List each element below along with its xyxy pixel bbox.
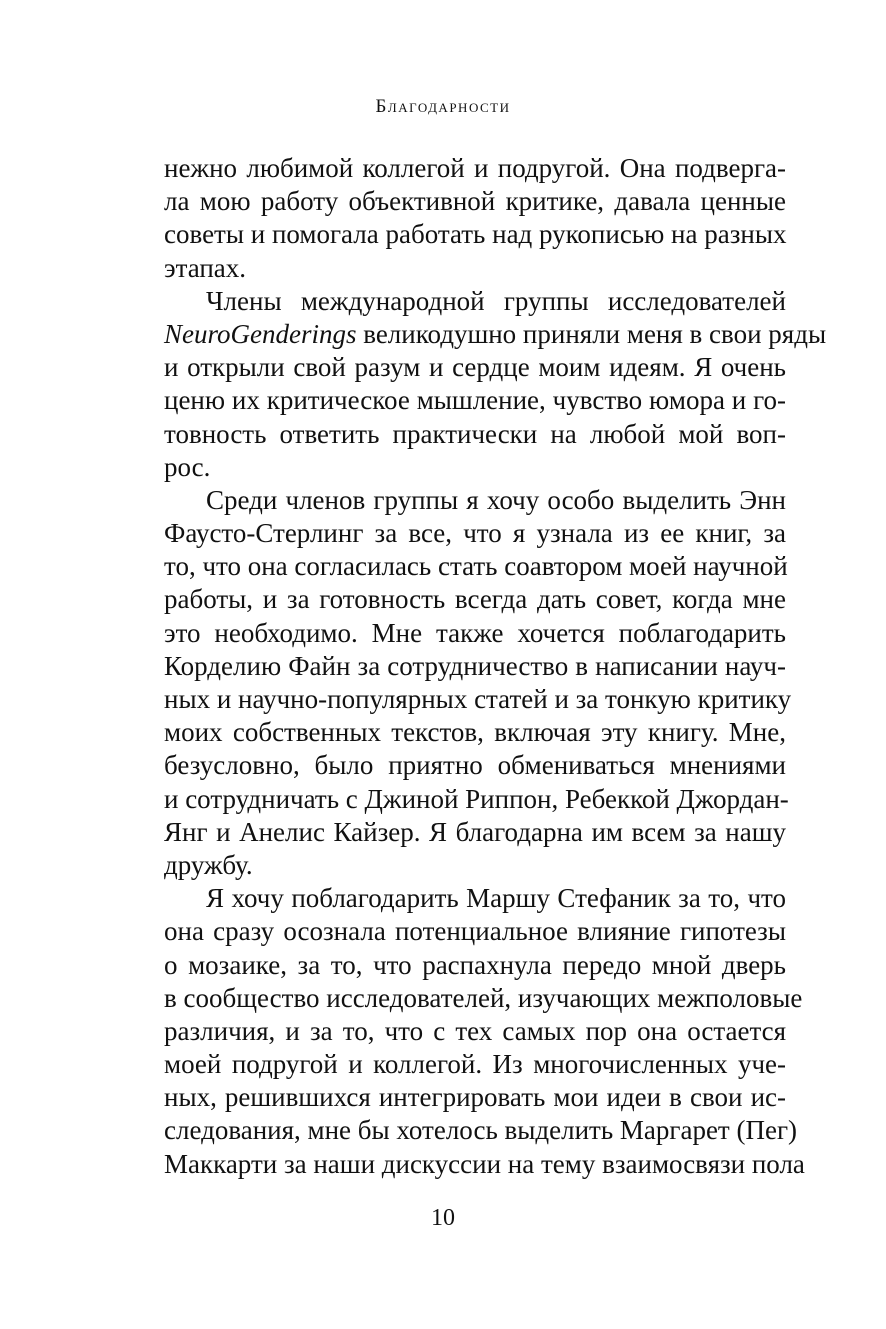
text-line: Среди членов группы я хочу особо выделить Энн (206, 484, 786, 515)
text-line: Фаусто-Стерлинг за все, что я узнала из ее книг, за (164, 518, 786, 549)
paragraph (164, 152, 786, 285)
text-line: ценю их критическое мышление, чувство юмора и го- (164, 385, 786, 416)
text-line: это необходимо. Мне также хочется поблагодарить (164, 617, 786, 648)
text-line: в сообщество исследователей, изучающих межполовые (164, 982, 803, 1013)
text-line: следования, мне бы хотелось выделить Маргарет (Пег) (164, 1115, 798, 1146)
text-line: и сотрудничать с Джиной Риппон, Ребеккой Джордан- (164, 783, 789, 814)
text-line: Я хочу поблагодарить Маршу Стефаник за то, что (206, 883, 786, 914)
text-line (164, 318, 827, 351)
text-line: советы и помогала работать над рукописью на разных (164, 219, 787, 250)
paragraph (164, 882, 805, 1181)
text-line: она сразу осознала потенциальное влияние гипотезы (164, 916, 786, 947)
body-text (164, 152, 827, 1181)
text-line: товность ответить практически на любой мой воп- (164, 418, 786, 449)
text-line: этапах. (164, 252, 247, 283)
text-line: ных и научно-популярных статей и за тонкую критику (164, 684, 792, 714)
text-line: Маккарти за наши дискуссии на тему взаимосвязи пола (164, 1148, 805, 1179)
text-line: Корделию Файн за сотрудничество в написании науч- (164, 650, 786, 681)
text-line: работы, и за готовность всегда дать совет, когда мне (164, 584, 786, 615)
text-line: то, что она согласилась стать соавтором моей научной (164, 551, 788, 582)
running-head: Благодарности (375, 96, 511, 117)
text-line: Члены международной группы исследователей (206, 285, 786, 316)
text-line: о мозаике, за то, что распахнула передо мной дверь (164, 949, 786, 980)
text-line: безусловно, было приятно обмениваться мнениями (164, 750, 786, 781)
text-line: различия, и за то, что с тех самых пор она остается (164, 1015, 786, 1046)
text-line: дружбу. (164, 849, 253, 880)
text-line-rest: великодушно приняли меня в свои ряды (363, 318, 827, 349)
text-line: Янг и Анелис Кайзер. Я благодарна им всем за нашу (164, 816, 786, 847)
italic-term: NeuroGenderings (164, 318, 357, 349)
paragraph (164, 285, 827, 484)
page-number: 10 (431, 1205, 455, 1231)
text-line: рос. (164, 451, 211, 482)
text-line: моих собственных текстов, включая эту книгу. Мне, (164, 717, 786, 748)
text-line: ла мою работу объективной критике, давала ценные (164, 186, 786, 217)
text-line: и открыли свой разум и сердце моим идеям. Я очень (164, 352, 786, 383)
paragraph (164, 484, 792, 882)
text-line: ных, решившихся интегрировать мои идеи в свои ис- (164, 1082, 786, 1113)
text-line: нежно любимой коллегой и подругой. Она подверга- (164, 153, 786, 183)
text-line: моей подругой и коллегой. Из многочисленных уче- (164, 1049, 786, 1080)
